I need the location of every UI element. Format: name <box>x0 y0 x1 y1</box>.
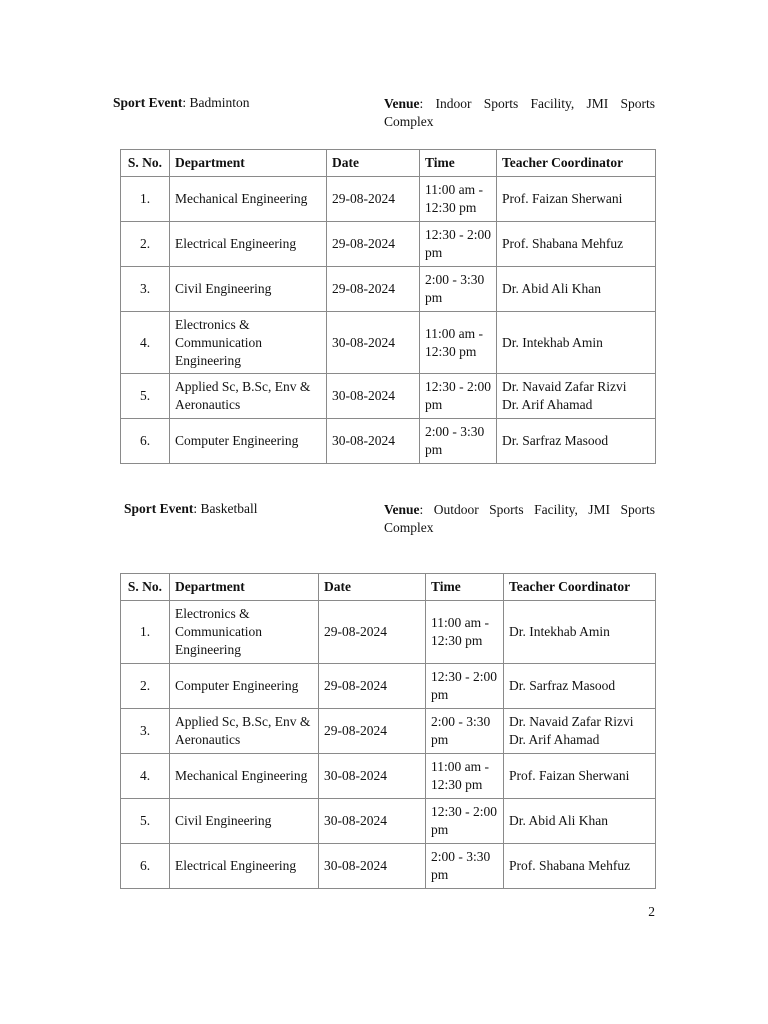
venue-label: Venue <box>384 502 420 517</box>
cell-time: 12:30 - 2:00 pm <box>420 222 497 267</box>
cell-date: 30-08-2024 <box>327 374 420 419</box>
cell-date: 30-08-2024 <box>319 754 426 799</box>
cell-sno: 3. <box>121 267 170 312</box>
table-row <box>121 709 656 754</box>
sport-event-heading-1: Sport Event: Badminton <box>113 95 250 110</box>
column-header-date: Date <box>319 574 426 601</box>
cell-coordinator: Dr. Navaid Zafar Rizvi Dr. Arif Ahamad <box>497 374 656 419</box>
venue-heading-1: Venue: Indoor Sports Facility, JMI Sports Complex <box>384 96 655 129</box>
cell-time: 2:00 - 3:30 pm <box>420 267 497 312</box>
cell-department: Computer Engineering <box>170 419 327 464</box>
sport-event-name: Basketball <box>200 501 258 516</box>
column-header-coordinator: Teacher Coordinator <box>497 150 656 177</box>
cell-sno: 4. <box>121 754 170 799</box>
cell-time: 12:30 - 2:00 pm <box>420 374 497 419</box>
table-row <box>121 177 656 222</box>
cell-coordinator: Prof. Faizan Sherwani <box>497 177 656 222</box>
cell-sno: 6. <box>121 844 170 889</box>
cell-department: Electrical Engineering <box>170 222 327 267</box>
column-header-sno: S. No. <box>121 574 170 601</box>
cell-time: 12:30 - 2:00 pm <box>426 664 504 709</box>
cell-department: Mechanical Engineering <box>170 754 319 799</box>
cell-department: Mechanical Engineering <box>170 177 327 222</box>
cell-coordinator: Prof. Shabana Mehfuz <box>497 222 656 267</box>
cell-coordinator: Dr. Navaid Zafar Rizvi Dr. Arif Ahamad <box>504 709 656 754</box>
cell-time: 2:00 - 3:30 pm <box>420 419 497 464</box>
cell-time: 12:30 - 2:00 pm <box>426 799 504 844</box>
cell-time: 11:00 am - 12:30 pm <box>426 754 504 799</box>
cell-department: Electrical Engineering <box>170 844 319 889</box>
schedule-table-1 <box>120 149 656 464</box>
cell-sno: 5. <box>121 374 170 419</box>
cell-time: 11:00 am - 12:30 pm <box>426 601 504 664</box>
cell-date: 30-08-2024 <box>319 799 426 844</box>
cell-date: 30-08-2024 <box>327 312 420 374</box>
venue-name: Outdoor Sports Facility, JMI Sports Complex <box>384 502 655 535</box>
table-header-row <box>121 150 656 177</box>
cell-time: 11:00 am - 12:30 pm <box>420 312 497 374</box>
cell-department: Applied Sc, B.Sc, Env & Aeronautics <box>170 374 327 419</box>
cell-date: 29-08-2024 <box>319 709 426 754</box>
cell-coordinator: Dr. Intekhab Amin <box>497 312 656 374</box>
cell-sno: 2. <box>121 664 170 709</box>
table-row <box>121 222 656 267</box>
cell-time: 2:00 - 3:30 pm <box>426 709 504 754</box>
table-row <box>121 664 656 709</box>
cell-date: 30-08-2024 <box>327 419 420 464</box>
cell-coordinator: Prof. Shabana Mehfuz <box>504 844 656 889</box>
column-header-department: Department <box>170 574 319 601</box>
schedule-table-2 <box>120 573 656 889</box>
table-row <box>121 754 656 799</box>
sport-event-label: Sport Event <box>113 95 183 110</box>
sport-event-heading-2: Sport Event: Basketball <box>124 501 258 516</box>
table-row <box>121 267 656 312</box>
venue-heading-2: Venue: Outdoor Sports Facility, JMI Sports Complex <box>384 502 655 535</box>
page-number: 2 <box>648 904 655 919</box>
cell-date: 29-08-2024 <box>327 177 420 222</box>
cell-department: Electronics & Communication Engineering <box>170 312 327 374</box>
venue-label: Venue <box>384 96 420 111</box>
cell-department: Applied Sc, B.Sc, Env & Aeronautics <box>170 709 319 754</box>
cell-coordinator: Dr. Intekhab Amin <box>504 601 656 664</box>
cell-coordinator: Prof. Faizan Sherwani <box>504 754 656 799</box>
cell-sno: 6. <box>121 419 170 464</box>
cell-department: Electronics & Communication Engineering <box>170 601 319 664</box>
cell-department: Civil Engineering <box>170 267 327 312</box>
column-header-department: Department <box>170 150 327 177</box>
column-header-coordinator: Teacher Coordinator <box>504 574 656 601</box>
column-header-date: Date <box>327 150 420 177</box>
column-header-time: Time <box>420 150 497 177</box>
cell-sno: 1. <box>121 177 170 222</box>
cell-sno: 4. <box>121 312 170 374</box>
table-row <box>121 419 656 464</box>
cell-date: 30-08-2024 <box>319 844 426 889</box>
table-row <box>121 312 656 374</box>
cell-coordinator: Dr. Sarfraz Masood <box>504 664 656 709</box>
cell-time: 11:00 am - 12:30 pm <box>420 177 497 222</box>
table-header-row <box>121 574 656 601</box>
cell-date: 29-08-2024 <box>327 267 420 312</box>
cell-sno: 5. <box>121 799 170 844</box>
table-row <box>121 601 656 664</box>
table-row <box>121 844 656 889</box>
cell-date: 29-08-2024 <box>327 222 420 267</box>
cell-date: 29-08-2024 <box>319 664 426 709</box>
venue-name: Indoor Sports Facility, JMI Sports Complex <box>384 96 655 129</box>
cell-date: 29-08-2024 <box>319 601 426 664</box>
cell-department: Civil Engineering <box>170 799 319 844</box>
cell-coordinator: Dr. Abid Ali Khan <box>497 267 656 312</box>
sport-event-label: Sport Event <box>124 501 194 516</box>
cell-time: 2:00 - 3:30 pm <box>426 844 504 889</box>
sport-event-name: Badminton <box>189 95 250 110</box>
cell-sno: 2. <box>121 222 170 267</box>
cell-department: Computer Engineering <box>170 664 319 709</box>
cell-sno: 1. <box>121 601 170 664</box>
column-header-sno: S. No. <box>121 150 170 177</box>
table-row <box>121 799 656 844</box>
cell-sno: 3. <box>121 709 170 754</box>
cell-coordinator: Dr. Sarfraz Masood <box>497 419 656 464</box>
column-header-time: Time <box>426 574 504 601</box>
cell-coordinator: Dr. Abid Ali Khan <box>504 799 656 844</box>
table-row <box>121 374 656 419</box>
